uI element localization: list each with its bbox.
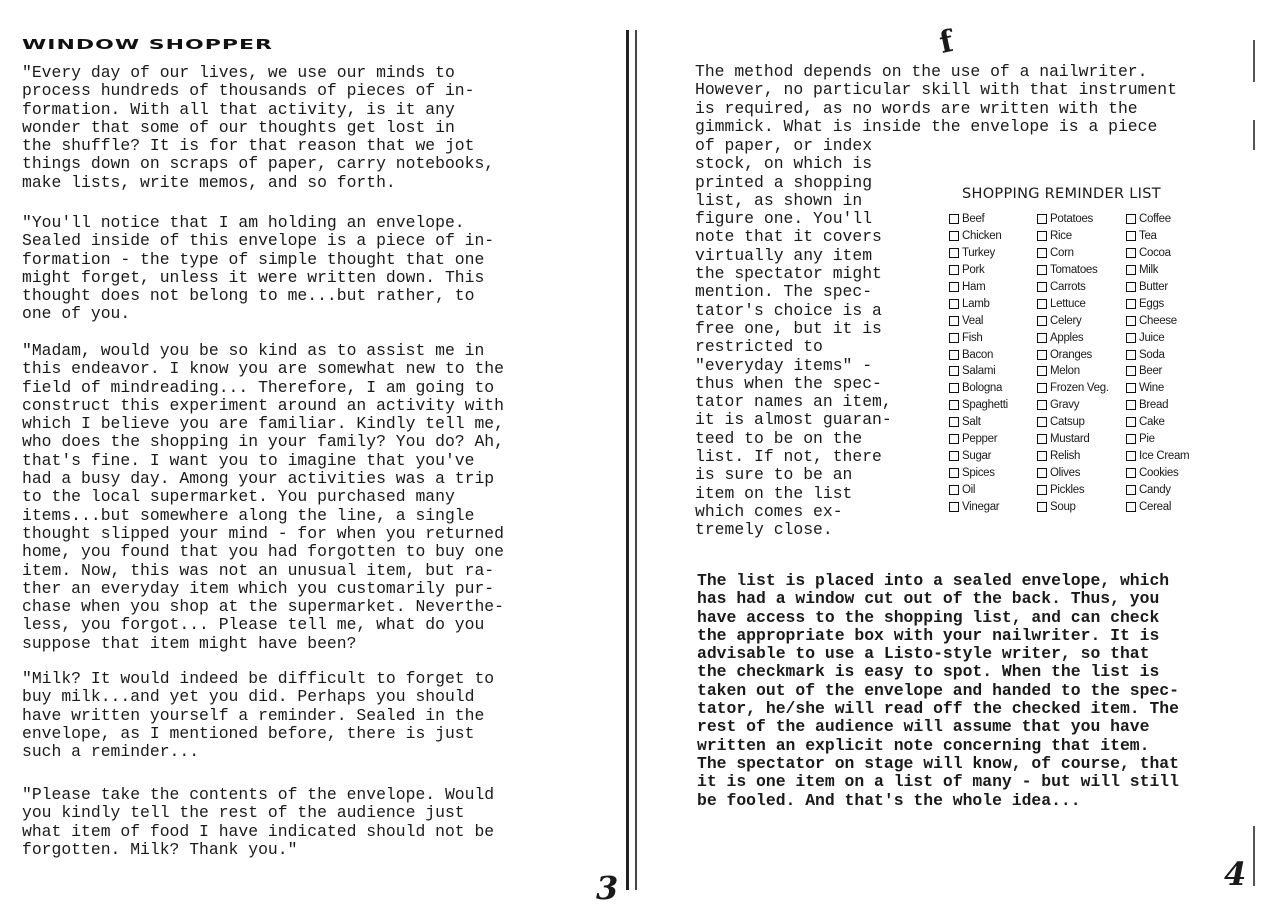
shopping-list-item-label: Beer <box>1139 365 1163 378</box>
shopping-list-item <box>1126 481 1189 498</box>
shopping-list-item <box>1037 498 1109 515</box>
shopping-list-item <box>949 414 1008 431</box>
shopping-list-item-label: Veal <box>962 314 984 327</box>
shopping-list-item-label: Bread <box>1139 399 1169 412</box>
shopping-list-item <box>1126 447 1189 464</box>
shopping-list-item-label: Coffee <box>1139 213 1171 226</box>
shopping-list-item <box>949 228 1008 245</box>
checkbox-icon <box>1037 299 1047 309</box>
checkbox-icon <box>1037 350 1047 360</box>
shopping-list-item-label: Bologna <box>962 382 1003 395</box>
checkbox-icon <box>1126 383 1136 393</box>
shopping-list-item <box>949 498 1008 515</box>
shopping-list-item <box>1126 414 1189 431</box>
checkbox-icon <box>1126 350 1136 360</box>
shopping-list-item-label: Soup <box>1050 500 1076 513</box>
paragraph-3: "Madam, would you be so kind as to assist me in this endeavor. I know you are somewhat new to the field of mindreading... Therefore, I am going to construct this experiment around an activity with which I believe you are familiar. Kindly tell me, who does the shopping in your family? You do? Ah, that's fine. I want you to imagine that you've had a busy day. Among your activities was a trip to the local supermarket. You purchased many items...but somewhere along the line, a single thought slipped your mind - for when you returned home, you found that you had forgotten to buy one item. Now, this was not an unusual item, but ra- ther an everyday item which you customarily pur- chase when you shop at the supermarket. Neverthe- less, you forgot... Please tell me, what do you suppose that item might have been? <box>22 341 504 653</box>
shopping-list-item <box>1126 262 1189 279</box>
checkbox-icon <box>949 383 959 393</box>
checkbox-icon <box>1037 248 1047 258</box>
checkbox-icon <box>1126 417 1136 427</box>
shopping-list-item-label: Spices <box>962 466 995 479</box>
shopping-list-item-label: Mustard <box>1050 433 1090 446</box>
shopping-list-item-label: Oil <box>962 483 976 496</box>
checkbox-icon <box>949 248 959 258</box>
closing-paragraph: The list is placed into a sealed envelope, which has had a window cut out of the back. Thus, you have access to the shopping list, and can check the appropriate box with your nailwriter. It is advisable to use a Listo-style writer, so that the checkmark is easy to spot. When the list is taken out of the envelope and handed to the spec- tator, he/she will read off the checked item. The rest of the audience will assume that you have written an explicit note concerning that item. The spectator on stage will know, of course, that it is one item on a list of many - but will still be fooled. And that's the whole idea... <box>697 571 1179 810</box>
paragraph-5: "Please take the contents of the envelope. Would you kindly tell the rest of the audience just what item of food I have indicated should not be forgotten. Milk? Thank you." <box>22 785 495 859</box>
shopping-list-item-label: Celery <box>1050 314 1082 327</box>
paragraph-4: "Milk? It would indeed be difficult to forget to buy milk...and yet you did. Perhaps you should have written yourself a reminder. Sealed in the envelope, as I mentioned before, there is just such a reminder... <box>22 669 495 762</box>
shopping-list-item <box>1037 329 1109 346</box>
page-number-left: 3 <box>596 869 619 907</box>
paragraph-2: "You'll notice that I am holding an envelope. Sealed inside of this envelope is a piece of in- formation - the type of simple thought that one might forget, unless it were written down. This thought does not belong to me...but rather, to one of you. <box>22 213 495 324</box>
checkbox-icon <box>1126 400 1136 410</box>
shopping-list-item <box>949 312 1008 329</box>
checkbox-icon <box>1037 366 1047 376</box>
shopping-list-item <box>949 397 1008 414</box>
shopping-list-item-label: Ham <box>962 281 986 293</box>
shopping-list-item-label: Spaghetti <box>962 399 1008 412</box>
shopping-list-item <box>1037 262 1109 279</box>
checkbox-icon <box>949 299 959 309</box>
shopping-list-item <box>1126 431 1189 448</box>
shopping-list-item <box>1037 397 1109 414</box>
checkbox-icon <box>949 265 959 275</box>
column-paragraph: of paper, or index stock, on which is printed a shopping list, as shown in figure one. You'll note that it covers virtually any item the spectator might mention. The spec- tator's choice is a free one, but it is restricted to "everyday items" - thus when the spec- tator names an item, it is almost guaran- teed to be on the list. If not, there is sure to be an item on the list which comes ex- tremely close. <box>695 136 892 540</box>
top-mark: f <box>936 24 957 61</box>
checkbox-icon <box>1037 265 1047 275</box>
checkbox-icon <box>1126 316 1136 326</box>
shopping-list-item-label: Olives <box>1050 466 1081 479</box>
checkbox-icon <box>1126 282 1136 292</box>
shopping-list-item-label: Tea <box>1139 230 1157 243</box>
checkbox-icon <box>1037 485 1047 495</box>
shopping-list-item-label: Chicken <box>962 230 1002 243</box>
shopping-list-item <box>1037 211 1109 228</box>
checkbox-icon <box>949 231 959 241</box>
checkbox-icon <box>1037 316 1047 326</box>
shopping-list-item-label: Gravy <box>1050 399 1080 412</box>
shopping-list-column-1 <box>949 211 1008 515</box>
checkbox-icon <box>1037 468 1047 478</box>
checkbox-icon <box>949 434 959 444</box>
checkbox-icon <box>1037 214 1047 224</box>
checkbox-icon <box>1126 214 1136 224</box>
shopping-list-item <box>949 481 1008 498</box>
shopping-list-item <box>1126 312 1189 329</box>
shopping-list-item <box>949 346 1008 363</box>
checkbox-icon <box>1037 333 1047 343</box>
checkbox-icon <box>949 282 959 292</box>
checkbox-icon <box>949 502 959 512</box>
shopping-list-item-label: Pie <box>1139 433 1155 446</box>
paragraph-1: "Every day of our lives, we use our minds to process hundreds of thousands of pieces of in- formation. With all that activity, is it any wonder that some of our thoughts get lost in the shuffle? It is for that reason that we jot things down on scraps of paper, carry notebooks, make lists, write memos, and so forth. <box>22 63 495 192</box>
shopping-list-item <box>949 447 1008 464</box>
checkbox-icon <box>1126 265 1136 275</box>
shopping-list-item-label: Pickles <box>1050 483 1085 496</box>
checkbox-icon <box>1037 383 1047 393</box>
checkbox-icon <box>949 451 959 461</box>
shopping-list-item-label: Salami <box>962 365 996 378</box>
shopping-list-item <box>949 431 1008 448</box>
checkbox-icon <box>1126 434 1136 444</box>
shopping-list-item <box>1126 245 1189 262</box>
shopping-list-item <box>949 279 1008 296</box>
page-number-right: 4 <box>1224 855 1247 893</box>
checkbox-icon <box>1126 299 1136 309</box>
shopping-list-item <box>1037 464 1109 481</box>
shopping-list-item <box>949 245 1008 262</box>
shopping-list-item <box>1037 431 1109 448</box>
checkbox-icon <box>1126 451 1136 461</box>
left-page <box>0 0 622 916</box>
shopping-list-item <box>1126 397 1189 414</box>
checkbox-icon <box>1037 417 1047 427</box>
checkbox-icon <box>1126 248 1136 258</box>
shopping-list-item-label: Apples <box>1050 331 1084 344</box>
checkbox-icon <box>949 366 959 376</box>
checkbox-icon <box>949 485 959 495</box>
checkbox-icon <box>1037 502 1047 512</box>
intro-paragraph: The method depends on the use of a nailwriter. However, no particular skill with that instrument is required, as no words are written with the gimmick. What is inside the envelope is a piece <box>695 62 1177 136</box>
shopping-list-item-label: Candy <box>1139 483 1171 496</box>
shopping-list-item-label: Cereal <box>1139 500 1172 513</box>
checkbox-icon <box>949 468 959 478</box>
shopping-list-item-label: Soda <box>1139 348 1165 361</box>
shopping-list-item <box>1126 346 1189 363</box>
shopping-list-item-label: Bacon <box>962 348 994 361</box>
checkbox-icon <box>1037 400 1047 410</box>
shopping-list-item-label: Rice <box>1050 230 1072 243</box>
shopping-list-item <box>1037 346 1109 363</box>
shopping-list-item-label: Potatoes <box>1050 213 1093 226</box>
shopping-list-item-label: Cookies <box>1139 466 1179 479</box>
page-edge-mark <box>1253 40 1255 82</box>
shopping-list-item-label: Frozen Veg. <box>1050 382 1109 395</box>
shopping-list-item <box>949 380 1008 397</box>
shopping-list-item-label: Lettuce <box>1050 297 1086 310</box>
shopping-list-item <box>949 295 1008 312</box>
shopping-list-item <box>1126 228 1189 245</box>
shopping-list-item-label: Oranges <box>1050 348 1093 361</box>
page-gutter <box>626 30 637 890</box>
shopping-list-item-label: Pork <box>962 264 985 277</box>
page-edge-mark <box>1253 826 1255 886</box>
shopping-list-item <box>1037 481 1109 498</box>
shopping-list-item-label: Eggs <box>1139 297 1165 310</box>
checkbox-icon <box>1126 231 1136 241</box>
checkbox-icon <box>1037 282 1047 292</box>
shopping-list-item-label: Fish <box>962 331 983 344</box>
shopping-list-item-label: Butter <box>1139 281 1168 293</box>
shopping-list-item-label: Sugar <box>962 449 992 462</box>
shopping-list-item <box>1037 380 1109 397</box>
shopping-list-item-label: Carrots <box>1050 281 1086 293</box>
shopping-list-item <box>949 464 1008 481</box>
checkbox-icon <box>949 333 959 343</box>
shopping-list-item <box>1037 363 1109 380</box>
checkbox-icon <box>1126 468 1136 478</box>
shopping-list-item-label: Beef <box>962 213 985 226</box>
checkbox-icon <box>1126 333 1136 343</box>
checkbox-icon <box>949 417 959 427</box>
checkbox-icon <box>949 400 959 410</box>
shopping-list-item <box>1126 279 1189 296</box>
shopping-list-item-label: Melon <box>1050 365 1080 378</box>
shopping-list-item-label: Cheese <box>1139 314 1177 327</box>
shopping-list-item-label: Lamb <box>962 297 990 310</box>
shopping-list-item <box>949 363 1008 380</box>
shopping-list-item <box>1037 228 1109 245</box>
shopping-list-item <box>1037 279 1109 296</box>
checkbox-icon <box>949 214 959 224</box>
shopping-list-item <box>1037 414 1109 431</box>
page-edge-mark <box>1253 120 1255 150</box>
shopping-list-title: SHOPPING REMINDER LIST <box>962 186 1161 202</box>
shopping-list-item <box>949 262 1008 279</box>
shopping-list-item <box>1126 363 1189 380</box>
checkbox-icon <box>1037 231 1047 241</box>
shopping-list-item <box>1126 295 1189 312</box>
checkbox-icon <box>1037 451 1047 461</box>
shopping-list-column-2 <box>1037 211 1109 515</box>
checkbox-icon <box>1126 502 1136 512</box>
checkbox-icon <box>1126 366 1136 376</box>
shopping-list-item-label: Pepper <box>962 433 998 446</box>
shopping-list-item-label: Cocoa <box>1139 247 1171 260</box>
checkbox-icon <box>1037 434 1047 444</box>
article-title: WINDOW SHOPPER <box>22 38 273 52</box>
shopping-list-item <box>1126 380 1189 397</box>
shopping-list-item <box>1037 245 1109 262</box>
shopping-list-item <box>1126 498 1189 515</box>
shopping-list-item <box>1037 295 1109 312</box>
shopping-list-item <box>1037 447 1109 464</box>
shopping-list-item <box>1037 312 1109 329</box>
shopping-list-item <box>1126 464 1189 481</box>
shopping-list-item-label: Turkey <box>962 247 995 260</box>
shopping-list-item-label: Catsup <box>1050 416 1085 429</box>
shopping-list-item-label: Juice <box>1139 331 1165 344</box>
shopping-list-item-label: Wine <box>1139 382 1165 395</box>
shopping-list-item <box>1126 329 1189 346</box>
shopping-list-item-label: Relish <box>1050 449 1081 462</box>
shopping-list-item <box>949 211 1008 228</box>
shopping-list-item <box>1126 211 1189 228</box>
shopping-list-item-label: Salt <box>962 416 981 429</box>
checkbox-icon <box>949 350 959 360</box>
checkbox-icon <box>1126 485 1136 495</box>
shopping-list-item-label: Corn <box>1050 247 1074 260</box>
shopping-list-item-label: Cake <box>1139 416 1165 429</box>
shopping-list-item-label: Tomatoes <box>1050 264 1098 277</box>
shopping-list-item <box>949 329 1008 346</box>
shopping-list-item-label: Ice Cream <box>1139 449 1190 462</box>
shopping-list-item-label: Vinegar <box>962 500 1000 513</box>
checkbox-icon <box>949 316 959 326</box>
shopping-list-column-3 <box>1126 211 1189 515</box>
shopping-list-item-label: Milk <box>1139 264 1159 277</box>
